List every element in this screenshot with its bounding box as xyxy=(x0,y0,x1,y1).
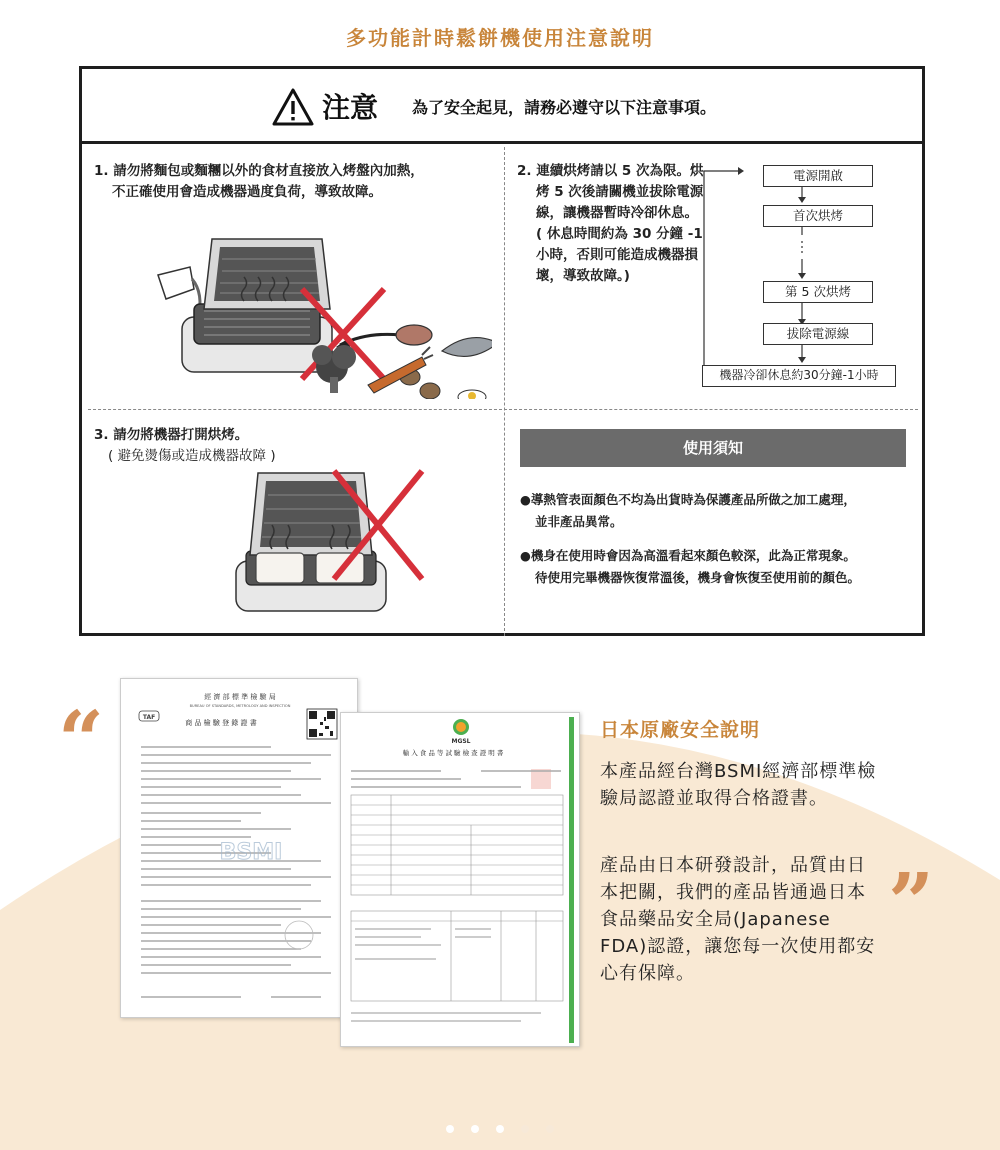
section-2-line-4: ( 休息時間約為 30 分鐘 -1 xyxy=(536,226,703,242)
vegetables-illustration xyxy=(304,327,434,397)
bsmi-certificate xyxy=(120,678,358,1018)
cert2-doc-title: 輸 入 食 品 等 試 驗 檢 查 證 明 書 xyxy=(402,749,504,757)
usage-bullet-2 xyxy=(520,545,920,589)
section-1-line-2: 不正確使用會造成機器過度負荷，導致故障。 xyxy=(112,184,382,200)
flow-step-power-on: 電源開啟 xyxy=(763,165,873,187)
usage-bullet-1-line-2: 並非產品異常。 xyxy=(535,514,623,529)
flow-step-cool-down: 機器冷卻休息約30分鐘-1小時 xyxy=(702,365,896,387)
section-2-line-5: 小時，否則可能造成機器損 xyxy=(536,247,698,263)
carousel-dots xyxy=(0,1118,1000,1137)
carousel-dot[interactable] xyxy=(496,1125,504,1133)
cert-agency: 經 濟 部 標 準 檢 驗 局 xyxy=(204,693,276,701)
notice-header xyxy=(82,69,922,144)
open-grill-illustration xyxy=(232,469,452,619)
vertical-divider xyxy=(504,147,505,636)
flow-step-unplug: 拔除電源線 xyxy=(763,323,873,345)
section-2-line-2: 烤 5 次後請關機並拔除電源 xyxy=(536,184,704,200)
open-quote-icon: “ xyxy=(58,693,105,787)
usage-bullet-1-line-1: ●導熱管表面顏色不均為出貨時為保護產品所做之加工處理， xyxy=(520,492,856,507)
carousel-dot[interactable] xyxy=(446,1125,454,1133)
section-1-line-1: 1. 請勿將麵包或麵糰以外的食材直接放入烤盤內加熱， xyxy=(94,163,424,179)
close-quote-icon: ” xyxy=(888,855,935,949)
cert-watermark: BSMI xyxy=(219,840,283,865)
bsmi-certificate-content xyxy=(121,679,359,1019)
page-title: 多功能計時鬆餅機使用注意說明 xyxy=(346,26,654,50)
section-2-line-3: 線，讓機器暫時冷卻休息。 xyxy=(536,205,698,221)
notice-subtitle: 為了安全起見，請務必遵守以下注意事項。 xyxy=(412,98,717,117)
section-1-text xyxy=(94,161,494,203)
cert-doc-title: 商 品 檢 驗 登 錄 證 書 xyxy=(185,719,257,727)
flow-step-first-bake: 首次烘烤 xyxy=(763,205,873,227)
section-2-line-6: 壞，導致故障。) xyxy=(536,268,630,284)
usage-title-bar: 使用須知 xyxy=(520,429,906,467)
food-certificate-content xyxy=(341,713,581,1048)
carousel-dot[interactable] xyxy=(521,1125,529,1133)
info-paragraph-2: 產品由日本研發設計，品質由日本把關，我們的產品皆通過日本食品藥品安全局(Japanese FDA)認證，讓您每一次使用都安心有保障。 xyxy=(600,855,876,984)
usage-bullet-2-line-1: ●機身在使用時會因為高溫看起來顏色較深，此為正常現象。 xyxy=(520,548,856,563)
cert-agency-en: BUREAU OF STANDARDS, METROLOGY AND INSPECTION xyxy=(189,704,291,708)
section-3-text xyxy=(94,425,394,467)
carousel-dot[interactable] xyxy=(546,1125,554,1133)
section-3-line-2: ( 避免燙傷或造成機器故障 ) xyxy=(108,448,276,464)
notice-box xyxy=(79,66,925,636)
section-3-line-1: 3. 請勿將機器打開烘烤。 xyxy=(94,427,249,443)
horizontal-divider xyxy=(88,409,918,410)
food-import-certificate xyxy=(340,712,580,1047)
flow-step-fifth-bake: 第 5 次烘烤 xyxy=(763,281,873,303)
usage-bullet-1 xyxy=(520,489,920,533)
cert-badge: TAF xyxy=(142,714,156,721)
flowchart xyxy=(718,165,918,395)
notice-title: 注意 xyxy=(322,91,379,124)
warning-icon xyxy=(272,88,314,126)
section-2-line-1: 2. 連續烘烤請以 5 次為限。烘 xyxy=(517,163,704,179)
flowchart-arrows xyxy=(702,165,902,395)
cert2-logo: MGSL xyxy=(451,738,471,745)
info-title: 日本原廠安全說明 xyxy=(600,719,761,741)
info-paragraph-1: 本產品經台灣BSMI經濟部標準檢驗局認證並取得合格證書。 xyxy=(600,761,877,809)
usage-bullet-2-line-2: 待使用完畢機器恢復常溫後，機身會恢復至使用前的顏色。 xyxy=(535,570,861,585)
carousel-dot[interactable] xyxy=(471,1125,479,1133)
